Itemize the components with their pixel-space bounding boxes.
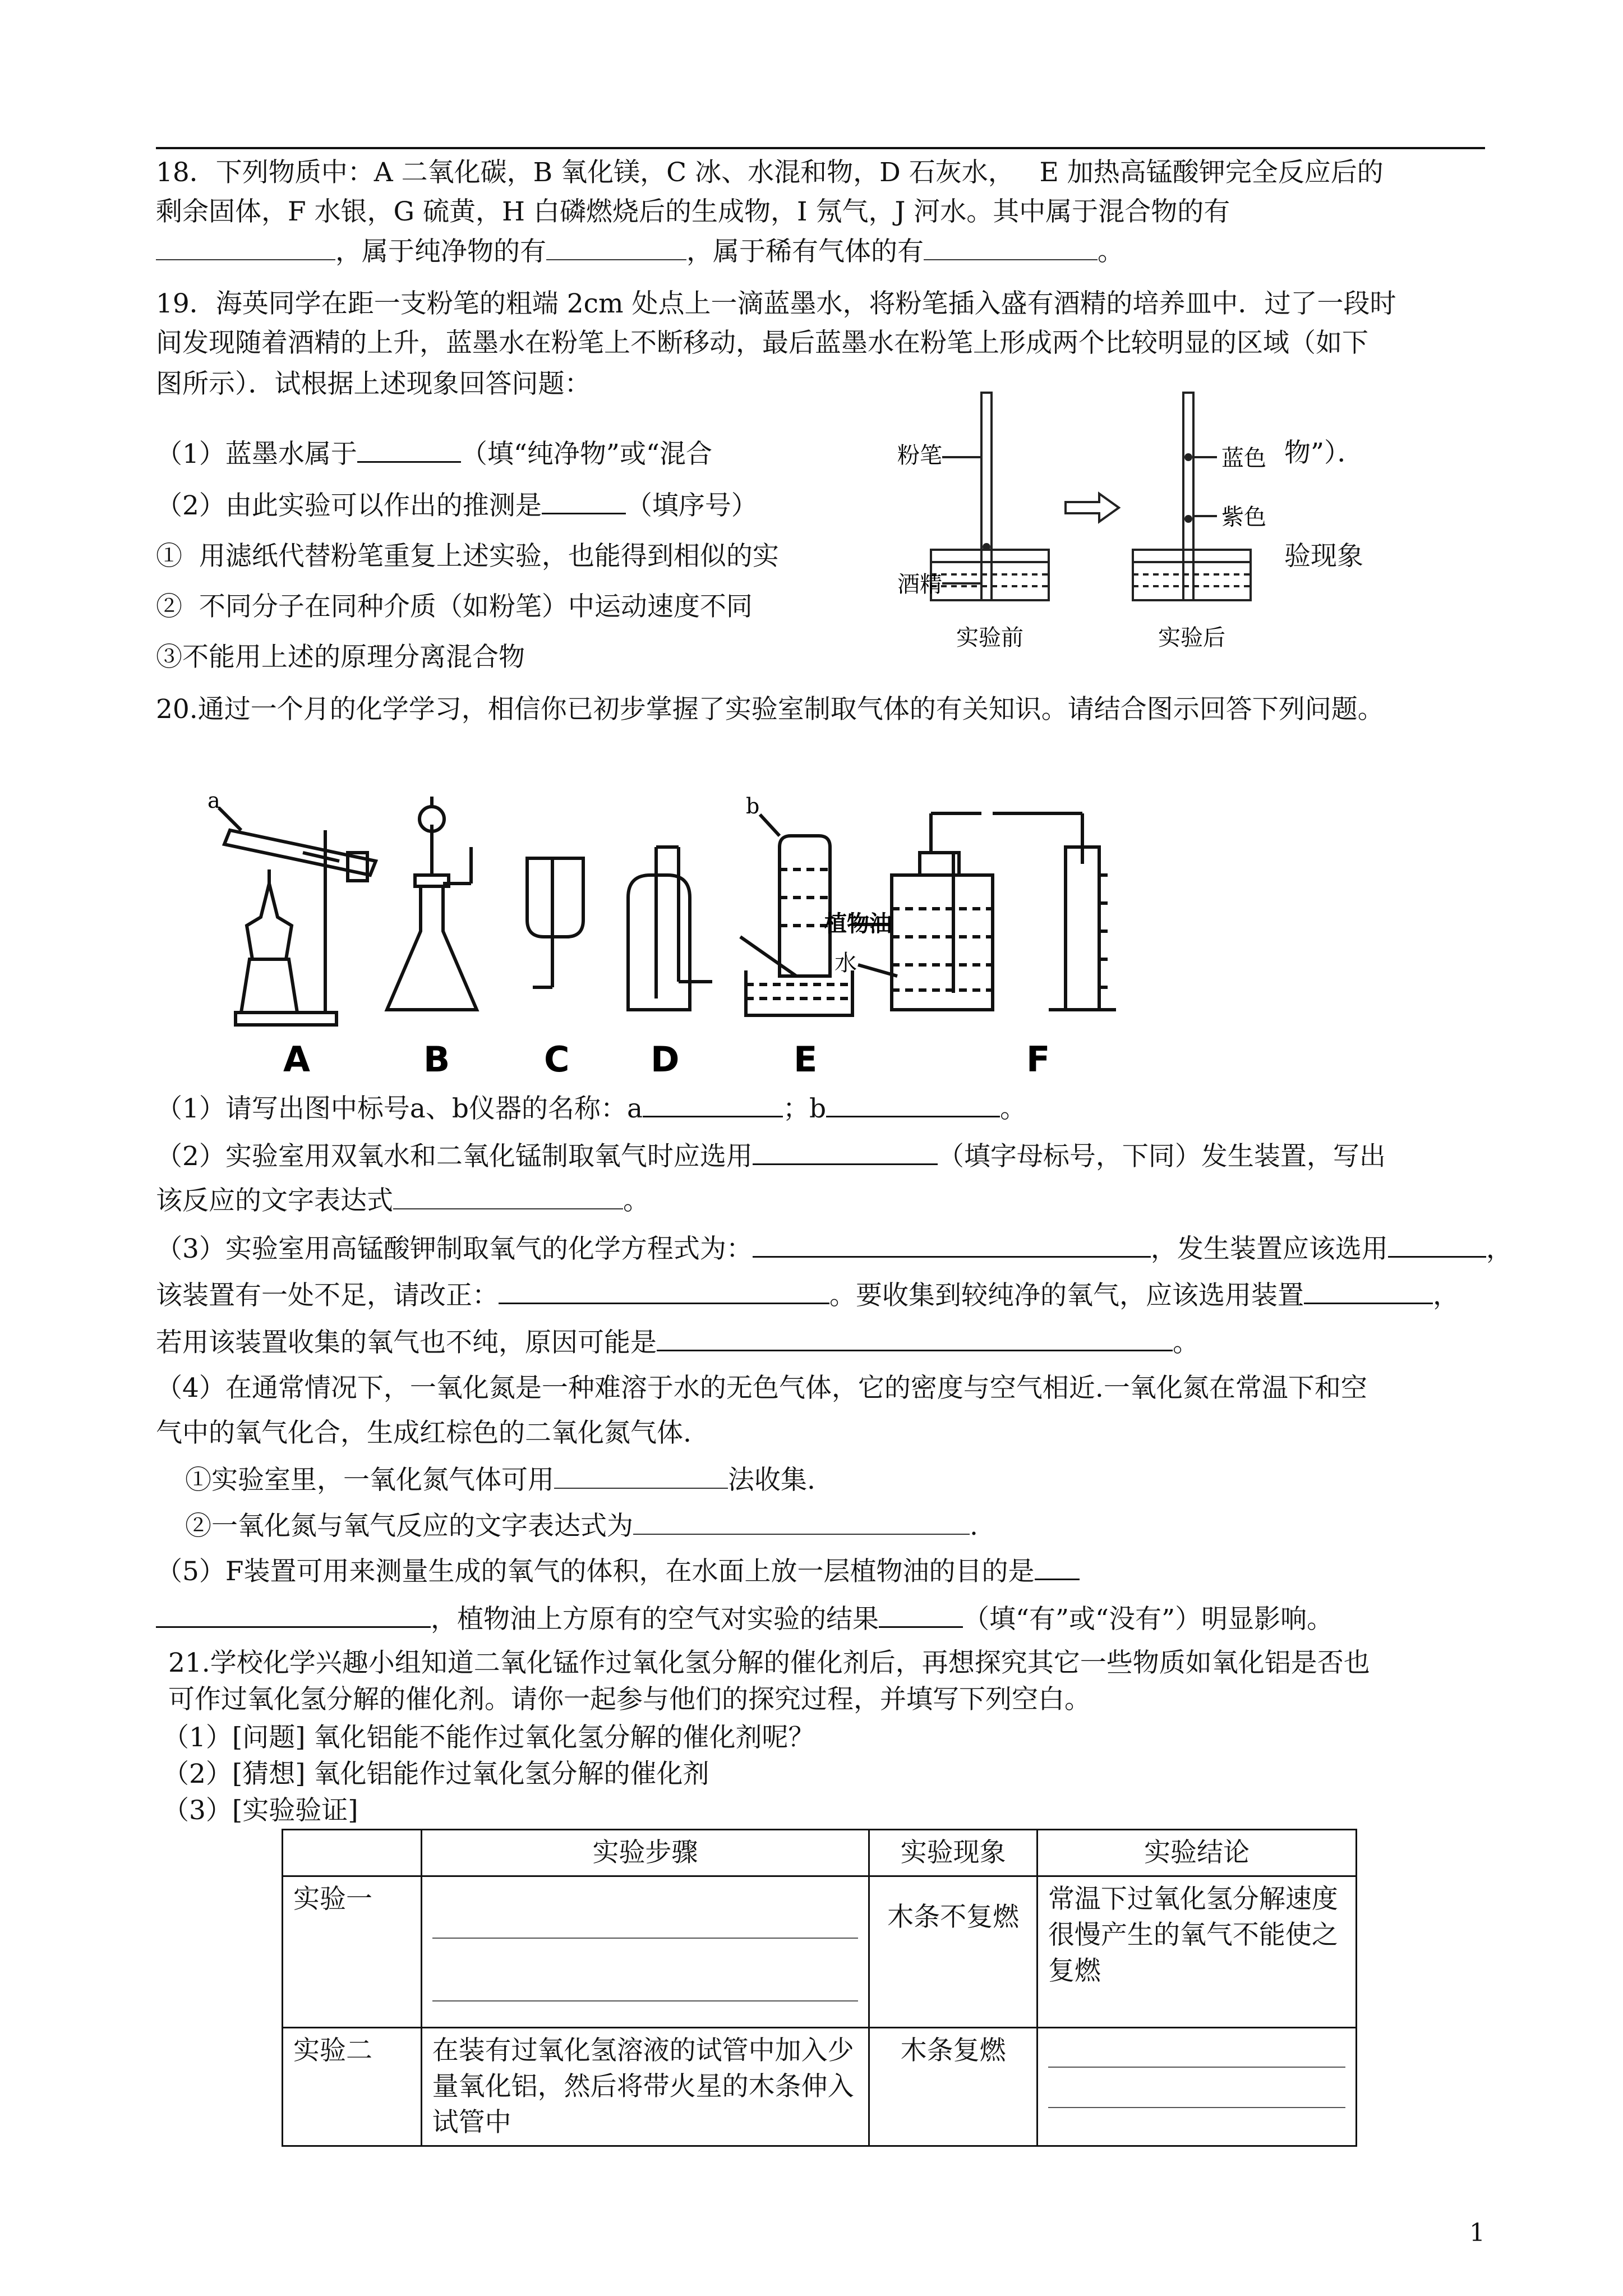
q20-text: （1）请写出图中标号a、b仪器的名称：a bbox=[156, 1093, 643, 1124]
q20-text: 。 bbox=[1173, 1327, 1199, 1358]
chalk-label: 粉笔 bbox=[897, 443, 942, 468]
q19-line2: 间发现随着酒精的上升，蓝墨水在粉笔上不断移动，最后蓝墨水在粉笔上形成两个比较明显的区域（如下 bbox=[156, 328, 1368, 358]
answer-blank[interactable] bbox=[633, 1509, 970, 1535]
q20-text: ；b bbox=[783, 1093, 827, 1124]
q20-part3-b bbox=[156, 1278, 1459, 1313]
q19-option2: ② 不同分子在同种介质（如粉笔）中运动速度不同 bbox=[156, 591, 753, 622]
q18-line3 bbox=[156, 234, 1124, 269]
q20-text: ①实验室里，一氧化氮气体可用 bbox=[185, 1465, 554, 1496]
q20-text: （填字母标号，下同）发生装置，写出 bbox=[937, 1141, 1386, 1172]
answer-blank[interactable] bbox=[542, 488, 626, 514]
q20-text: ，植物油上方原有的空气对实验的结果 bbox=[431, 1604, 879, 1635]
q19-line1: 19．海英同学在距一支粉笔的粗端 2cm 处点上一滴蓝墨水，将粉笔插入盛有酒精的培养皿中．过了一段时 bbox=[156, 288, 1396, 319]
q21-question: （1）[问题] 氧化铝能不能作过氧化氢分解的催化剂呢？ bbox=[163, 1722, 815, 1753]
q20-part5-b bbox=[156, 1602, 1333, 1636]
oil-label: 植物油 bbox=[824, 911, 892, 937]
answer-line[interactable] bbox=[432, 1915, 859, 1939]
experiment-conclusion-blank[interactable] bbox=[1037, 2028, 1356, 2146]
purple-label: 紫色 bbox=[1221, 504, 1266, 530]
experiment-name: 实验一 bbox=[283, 1876, 422, 2028]
answer-blank[interactable] bbox=[753, 1231, 1151, 1258]
table-header-cell: 实验结论 bbox=[1037, 1830, 1356, 1876]
apparatus-letter: F bbox=[1026, 1039, 1050, 1080]
answer-blank[interactable] bbox=[357, 436, 461, 463]
apparatus-letter: C bbox=[544, 1039, 570, 1080]
experiment-name: 实验二 bbox=[283, 2028, 422, 2146]
q18-line1: 18．下列物质中：A 二氧化碳，B 氧化镁，C 冰、水混和物，D 石灰水， E 加热高锰酸钾完全反应后的 bbox=[156, 157, 1384, 188]
q20-text: （3）实验室用高锰酸钾制取氧气的化学方程式为： bbox=[156, 1234, 753, 1264]
experiment-step: 在装有过氧化氢溶液的试管中加入少量氧化铝，然后将带火星的木条伸入试管中 bbox=[421, 2028, 869, 2146]
answer-blank[interactable] bbox=[499, 1278, 829, 1304]
table-header-cell: 实验步骤 bbox=[421, 1830, 869, 1876]
q20-text: （填“有”或“没有”）明显影响。 bbox=[963, 1604, 1334, 1635]
q20-intro: 20.通过一个月的化学学习，相信你已初步掌握了实验室制取气体的有关知识。请结合图示回答下列问题。 bbox=[156, 694, 1384, 725]
q19-option1: ① 用滤纸代替粉笔重复上述实验，也能得到相似的实 bbox=[156, 541, 779, 572]
q20-text: 法收集. bbox=[728, 1465, 815, 1496]
answer-blank[interactable] bbox=[924, 234, 1098, 260]
before-label: 实验前 bbox=[956, 625, 1023, 651]
q18-line2: 剩余固体，F 水银，G 硫黄，H 白磷燃烧后的生成物，I 氖气，J 河水。其中属于混合物的有 bbox=[156, 196, 1230, 227]
q20-part4-b: 气中的氧气化合，生成红棕色的二氧化氮气体. bbox=[156, 1418, 691, 1448]
label-b: b bbox=[746, 794, 760, 818]
answer-blank[interactable] bbox=[156, 1602, 431, 1628]
apparatus-letter: B bbox=[423, 1039, 450, 1080]
label-a: a bbox=[208, 791, 220, 813]
q20-part4-a: （4）在通常情况下，一氧化氮是一种难溶于水的无色气体，它的密度与空气相近.一氧化氮在常温下和空 bbox=[156, 1373, 1367, 1404]
apparatus-figure bbox=[208, 791, 1178, 1088]
q20-text: 若用该装置收集的氧气也不纯，原因可能是 bbox=[156, 1327, 657, 1358]
table-row bbox=[283, 2028, 1357, 2146]
after-label: 实验后 bbox=[1158, 625, 1225, 651]
q20-text: ， bbox=[1486, 1234, 1513, 1264]
q20-text: 该反应的文字表达式 bbox=[156, 1185, 393, 1216]
q19-text: （填序号） bbox=[625, 490, 758, 521]
q19-part1 bbox=[156, 436, 712, 471]
q21-line2: 可作过氧化氢分解的催化剂。请你一起参与他们的探究过程，并填写下列空白。 bbox=[168, 1684, 1091, 1715]
answer-line[interactable] bbox=[432, 1978, 859, 2001]
experiment-phenomenon: 木条复燃 bbox=[869, 2028, 1038, 2146]
apparatus-letter: A bbox=[283, 1039, 310, 1080]
q20-part1 bbox=[156, 1091, 1026, 1126]
q19-text: （填“纯净物”或“混合 bbox=[460, 439, 712, 470]
q20-part3 bbox=[156, 1231, 1513, 1266]
answer-blank[interactable] bbox=[657, 1325, 1173, 1351]
answer-line[interactable] bbox=[1048, 2085, 1345, 2108]
q21-guess: （2）[猜想] 氧化铝能作过氧化氢分解的催化剂 bbox=[163, 1759, 709, 1789]
q21-line1: 21.学校化学兴趣小组知道二氧化锰作过氧化氢分解的催化剂后，再想探究其它一些物质如氧化铝是否也 bbox=[168, 1648, 1370, 1678]
q19-option1-end: 验现象 bbox=[1284, 541, 1363, 572]
q20-part2 bbox=[156, 1139, 1386, 1174]
table-row bbox=[283, 1876, 1357, 2028]
answer-blank[interactable] bbox=[1304, 1278, 1433, 1304]
answer-blank[interactable] bbox=[393, 1184, 623, 1209]
q20-text: 。 bbox=[623, 1185, 649, 1216]
header-rule bbox=[156, 147, 1485, 149]
q20-part2-b bbox=[156, 1184, 649, 1218]
q19-line3: 图所示）．试根据上述现象回答问题： bbox=[156, 369, 591, 399]
experiment-table bbox=[282, 1829, 1357, 2147]
table-header-cell: 实验现象 bbox=[869, 1830, 1038, 1876]
q20-text: ②一氧化氮与氧气反应的文字表达式为 bbox=[185, 1511, 633, 1542]
answer-blank[interactable] bbox=[1035, 1554, 1080, 1580]
q20-text: ， bbox=[1433, 1280, 1459, 1311]
table-header-cell bbox=[283, 1830, 422, 1876]
apparatus-letter: E bbox=[794, 1039, 818, 1080]
page-number: 1 bbox=[1469, 2219, 1485, 2247]
q20-text: （2）实验室用双氧水和二氧化锰制取氧气时应选用 bbox=[156, 1141, 753, 1172]
q20-part4-c bbox=[185, 1463, 815, 1497]
table-header-row bbox=[283, 1830, 1357, 1876]
water-label: 水 bbox=[834, 950, 857, 976]
q20-part3-c bbox=[156, 1325, 1199, 1360]
answer-blank[interactable] bbox=[156, 234, 335, 260]
answer-blank[interactable] bbox=[753, 1139, 938, 1165]
answer-blank[interactable] bbox=[879, 1602, 963, 1628]
q20-text: 该装置有一处不足，请改正： bbox=[156, 1280, 499, 1311]
q18-text: 。 bbox=[1098, 236, 1124, 267]
q20-text: （5）F装置可用来测量生成的氧气的体积，在水面上放一层植物油的目的是 bbox=[156, 1556, 1035, 1587]
answer-blank[interactable] bbox=[1388, 1231, 1486, 1258]
q19-text: （1）蓝墨水属于 bbox=[156, 439, 357, 470]
q21-verify: （3）[实验验证] bbox=[163, 1795, 358, 1826]
q19-option3: ③不能用上述的原理分离混合物 bbox=[156, 642, 525, 673]
q19-part1-end: 物”）． bbox=[1284, 438, 1364, 468]
alcohol-label: 酒精 bbox=[897, 572, 942, 597]
experiment-phenomenon: 木条不复燃 bbox=[869, 1876, 1038, 2028]
answer-blank[interactable] bbox=[826, 1091, 1000, 1117]
answer-blank[interactable] bbox=[643, 1091, 783, 1117]
q18-text: ，属于稀有气体的有 bbox=[686, 236, 924, 267]
chalk-experiment-figure bbox=[897, 387, 1279, 662]
experiment-step-blank[interactable] bbox=[421, 1876, 869, 2028]
q20-text: . bbox=[970, 1511, 978, 1542]
blue-label: 蓝色 bbox=[1221, 445, 1266, 471]
q20-part5-a bbox=[156, 1554, 1080, 1589]
q18-text: ，属于纯净物的有 bbox=[335, 236, 546, 267]
q20-text: 。要收集到较纯净的氧气，应该选用装置 bbox=[829, 1280, 1304, 1311]
experiment-conclusion: 常温下过氧化氢分解速度很慢产生的氧气不能使之复燃 bbox=[1037, 1876, 1356, 2028]
q20-part4-d bbox=[185, 1509, 978, 1543]
answer-blank[interactable] bbox=[554, 1463, 728, 1489]
q19-text: （2）由此实验可以作出的推测是 bbox=[156, 490, 542, 521]
apparatus-letter: D bbox=[651, 1039, 680, 1080]
answer-blank[interactable] bbox=[546, 234, 686, 260]
q19-part2 bbox=[156, 488, 758, 523]
answer-line[interactable] bbox=[1048, 2044, 1345, 2068]
q20-text: 。 bbox=[1000, 1093, 1027, 1124]
q20-text: ，发生装置应该选用 bbox=[1150, 1234, 1388, 1264]
